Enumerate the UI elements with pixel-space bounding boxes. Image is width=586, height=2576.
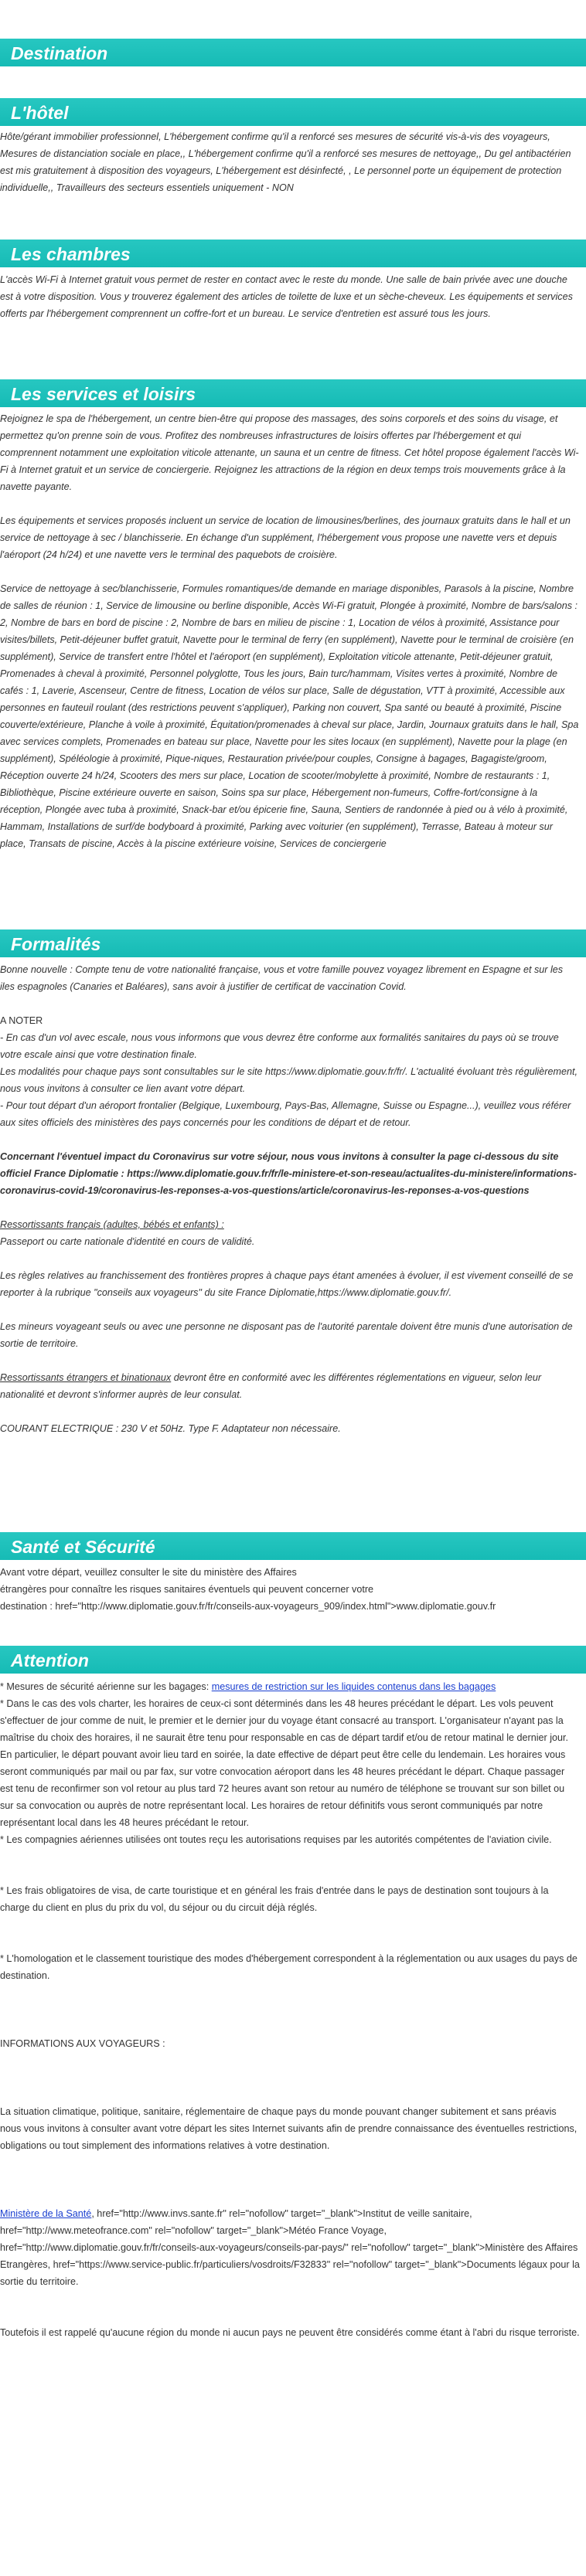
fees-text: * Les frais obligatoires de visa, de carte touristique et en général les frais d'entrée dans le pays de destination sont toujours à la charge du client en plus du prix du vol, du séjour ou du circuit déjà réglés. (0, 1885, 549, 1913)
services-text-block (0, 410, 580, 852)
baggage-prefix: * Mesures de sécurité aérienne sur les bagages: (0, 1681, 212, 1692)
official-links-rest: , href="http://www.invs.sante.fr" rel="nofollow" target="_blank">Institut de veille sanitaire, href="http://www.meteofrance.com" rel="nofollow" target="_blank">Météo France Voyage, href="http://www.diplomatie.gouv.fr/fr/conseils-aux-voyageurs/conseils-par-pays/" rel="nofollow" target="_blank">Ministère des Affaires Etrangères, href="https://www.service-public.fr/particuliers/vosdroits/F32833" rel="nofollow" target="_blank">Documents légaux pour la sortie du territoire. (0, 2208, 580, 2287)
section-title: Destination (11, 43, 108, 63)
rooms-description: L'accès Wi-Fi à Internet gratuit vous permet de rester en contact avec le reste du monde. Une salle de bain privée avec une douche est à votre disposition. Vous y trouverez également des articles de toilette de luxe et un sèche-cheveux. Les équipements et services offerts par l'hébergement comprennent un coffre-fort et un bureau. Le service d'entretien est assuré tous les jours. (0, 274, 573, 319)
formalities-intro: Bonne nouvelle : Compte tenu de votre nationalité française, vous et votre famille pouvez voyagez librement en Espagne et sur les iles espagnoles (Canaries et Baléares), sans avoir à justifier de certificat de vaccination Covid. (0, 964, 564, 992)
services-amenities-list: Service de nettoyage à sec/blanchisserie, Formules romantiques/de demande en mariage disponibles, Parasols à la piscine, Nombre de salles de réunion : 1, Service de limousine ou berline disponible, Accès Wi-Fi gratuit, Plongée à proximité, Nombre de bars/salons : 2, Nombre de bars en bord de piscine : 2, Nombre de bars en milieu de piscine : 1, Location de vélos à proximité, Assistance pour visites/billets, Petit-déjeuner buffet gratuit, Navette pour le terminal de ferry (en supplément), Navette pour le terminal de croisière (en supplément), Service de transfert entre l'hôtel et l'aéroport (en supplément), Exploitation viticole attenante, Petit-déjeuner gratuit, Promenades à cheval à proximité, Personnel polyglotte, Tous les jours, Bain turc/hammam, Visites vertes à proximité, Nombre de cafés : 1, Laverie, Ascenseur, Centre de fitness, Location de vélos sur place, Salle de dégustation, VTT à proximité, Accessible aux personnes en fauteuil roulant (des restrictions peuvent s'appliquer), Parking non couvert, Spa santé ou beauté à proximité, Piscine couverte/extérieure, Planche à voile à proximité, Équitation/promenades à cheval sur place, Jardin, Journaux gratuits dans le hall, Spa avec services complets, Promenades en bateau sur place, Navette pour les sites locaux (en supplément), Navette pour la plage (en supplément), Spéléologie à proximité, Pique-niques, Restauration privée/pour couples, Consigne à bagages, Bagagiste/groom, Réception ouverte 24 h/24, Scooters des mers sur place, Location de scooter/mobylette à proximité, Nombre de restaurants : 1, Bibliothèque, Piscine extérieure ouverte en saison, Soins spa sur place, Hébergement non-fumeurs, Coffre-fort/consigne à la réception, Plongée avec tuba à proximité, Snack-bar et/ou épicerie fine, Sauna, Sentiers de randonnée à pied ou à vélo à proximité, Hammam, Installations de surf/de bodyboard à proximité, Parking avec voiturier (en supplément), Terrasse, Bateau à moteur sur place, Transats de piscine, Accès à la piscine extérieure voisine, Services de conciergerie (0, 583, 579, 849)
note-title: A NOTER (0, 1015, 43, 1026)
foreign-nationals-text (0, 1369, 580, 1403)
baggage-security-text (0, 1678, 580, 1695)
section-header-health (0, 1532, 586, 1560)
minors-text: Les mineurs voyageant seuls ou avec une personne ne disposant pas de l'autorité parentale doivent être munis d'une autorisation de sortie de territoire. (0, 1321, 573, 1349)
covid-notice: Concernant l'éventuel impact du Coronavirus sur votre séjour, nous vous invitons à consulter la page ci-dessous du site officiel France Diplomatie : https://www.diplomatie.gouv.fr/fr/le-ministere-et-son-reseau/actualites-du-ministere/informations-coronavirus-covid-19/coronavirus-les-reponses-a-vos-questions/article/coronavirus-les-reponses-a-vos-questions (0, 1151, 577, 1196)
section-title: Attention (11, 1650, 89, 1670)
services-paragraph: Rejoignez le spa de l'hébergement, un centre bien-être qui propose des massages, des soins corporels et des soins du visage, et permettez qu'on prenne soin de vous. Profitez des nombreuses infrastructures de loisirs offertes par l'hébergement et qui comprennent notamment une exploitation viticole attenante, un sauna et un centre de fitness. Cet hôtel propose également l'accès Wi-Fi à Internet gratuit et un service de conciergerie. Rejoignez les attractions de la région en deux temps trois mouvements grâce à la navette payante. (0, 413, 579, 492)
liquid-restriction-link[interactable]: mesures de restriction sur les liquides contenus dans les bagages (211, 1681, 496, 1692)
border-rules-text: Les règles relatives au franchissement des frontières propres à chaque pays étant amenées à évoluer, il est vivement conseillé de se reporter à la rubrique "conseils aux voyageurs" du site France Diplomatie,https://www.diplomatie.gouv.fr/. (0, 1270, 574, 1298)
note-item: - Pour tout départ d'un aéroport frontalier (Belgique, Luxembourg, Pays-Bas, Allemagne, Suisse ou Espagne...), veuillez vous référer aux sites officiels des ministères des pays concernés pour les conditions de départ et de retour. (0, 1100, 571, 1128)
section-header-formalities (0, 929, 586, 957)
health-line: étrangères pour connaître les risques sanitaires éventuels qui peuvent concerner votre (0, 1584, 374, 1595)
accommodation-rating-text: * L'homologation et le classement touristique des modes d'hébergement correspondent à la réglementation ou aux usages du pays de destination. (0, 1953, 577, 1981)
section-header-destination (0, 39, 586, 66)
section-header-hotel (0, 98, 586, 126)
health-ministry-link[interactable]: Ministère de la Santé (0, 2208, 92, 2219)
attention-text-block (0, 1678, 580, 2341)
section-title: Formalités (11, 934, 101, 954)
note-item: Les modalités pour chaque pays sont consultables sur le site https://www.diplomatie.gouv.fr/fr/. L'actualité évoluant très régulièrement, nous vous invitons à consulter ce lien avant votre départ. (0, 1066, 577, 1094)
health-line: destination : href="http://www.diplomatie.gouv.fr/fr/conseils-aux-voyageurs_909/index.html">www.diplomatie.gouv.fr (0, 1601, 496, 1612)
situation-text: La situation climatique, politique, sanitaire, réglementaire de chaque pays du monde pouvant changer subitement et sans préavis (0, 2106, 557, 2117)
section-title: Les services et loisirs (11, 384, 196, 404)
section-title: Santé et Sécurité (11, 1537, 155, 1557)
rooms-text-block (0, 271, 580, 322)
section-title: L'hôtel (11, 103, 69, 123)
note-item: - En cas d'un vol avec escale, nous vous informons que vous devrez être conforme aux formalités sanitaires du pays où se trouve votre escale ainsi que votre destination finale. (0, 1032, 559, 1060)
invite-text: nous vous invitons à consulter avant votre départ les sites Internet suivants afin de prendre connaissance des éventuelles restrictions, obligations ou tout simplement des informations relatives à votre destination. (0, 2123, 577, 2151)
electric-current-text: COURANT ELECTRIQUE : 230 V et 50Hz. Type F. Adaptateur non nécessaire. (0, 1423, 341, 1434)
health-line: Avant votre départ, veuillez consulter le site du ministère des Affaires (0, 1567, 297, 1578)
health-text-block (0, 1564, 580, 1615)
airlines-text: * Les compagnies aériennes utilisées ont toutes reçu les autorisations requises par les autorités compétentes de l'aviation civile. (0, 1834, 552, 1845)
french-nationals-text: Passeport ou carte nationale d'identité en cours de validité. (0, 1236, 255, 1247)
foreign-nationals-title: Ressortissants étrangers et binationaux (0, 1372, 172, 1383)
hotel-text-block (0, 128, 580, 196)
french-nationals-title: Ressortissants français (adultes, bébés et enfants) : (0, 1219, 224, 1230)
foreign-nationals-body: devront être en conformité avec les différentes réglementations en vigueur, selon leur nationalité et devront s'informer auprès de leur consulat. (0, 1372, 542, 1400)
formalities-text-block (0, 961, 580, 1437)
traveler-info-title: INFORMATIONS AUX VOYAGEURS : (0, 2038, 165, 2049)
section-header-attention (0, 1646, 586, 1674)
section-title: Les chambres (11, 244, 131, 264)
terrorism-notice: Toutefois il est rappelé qu'aucune région du monde ni aucun pays ne peuvent être considérés comme étant à l'abri du risque terroriste. (0, 2327, 580, 2338)
official-links-text (0, 2205, 580, 2290)
section-header-rooms (0, 240, 586, 267)
section-header-services (0, 379, 586, 407)
charter-flights-text: * Dans le cas des vols charter, les horaires de ceux-ci sont déterminés dans les 48 heures précédant le départ. Les vols peuvent s'effectuer de jour comme de nuit, le premier et le dernier jour du voyage étant consacré au transport. L'organisateur n'ayant pas la maîtrise du choix des horaires, il ne saurait être tenu pour responsable en cas de départ tardif et/ou de retour matinal le dernier jour. En particulier, le départ pouvant avoir lieu tard en soirée, la date effective de départ peut être celle du lendemain. Les horaires vous seront communiqués par mail ou par fax, sur votre convocation aéroport dans les 48 heures précédant le départ. Chaque passager est tenu de reconfirmer son vol retour au plus tard 72 heures avant son retour au numéro de téléphone se trouvant sur son billet ou sur sa convocation ou auprès de notre représentant local. Les horaires de retour définitifs vous seront communiqués par notre représentant local dans les 48 heures précédant le retour. (0, 1698, 569, 1828)
hotel-description: Hôte/gérant immobilier professionnel, L'hébergement confirme qu'il a renforcé ses mesures de sécurité vis-à-vis des voyageurs, Mesures de distanciation sociale en place,, L'hébergement confirme qu'il a renforcé ses mesures de nettoyage,, Du gel antibactérien est mis gratuitement à disposition des voyageurs, L'hébergement est désinfecté, , Le personnel porte un équipement de protection individuelle,, Travailleurs des secteurs essentiels uniquement - NON (0, 131, 571, 193)
services-paragraph: Les équipements et services proposés incluent un service de location de limousines/berlines, des journaux gratuits dans le hall et un service de nettoyage à sec / blanchisserie. En échange d'un supplément, l'hébergement vous propose une navette vers et depuis l'aéroport (24 h/24) et une navette vers le terminal des paquebots de croisière. (0, 515, 571, 560)
